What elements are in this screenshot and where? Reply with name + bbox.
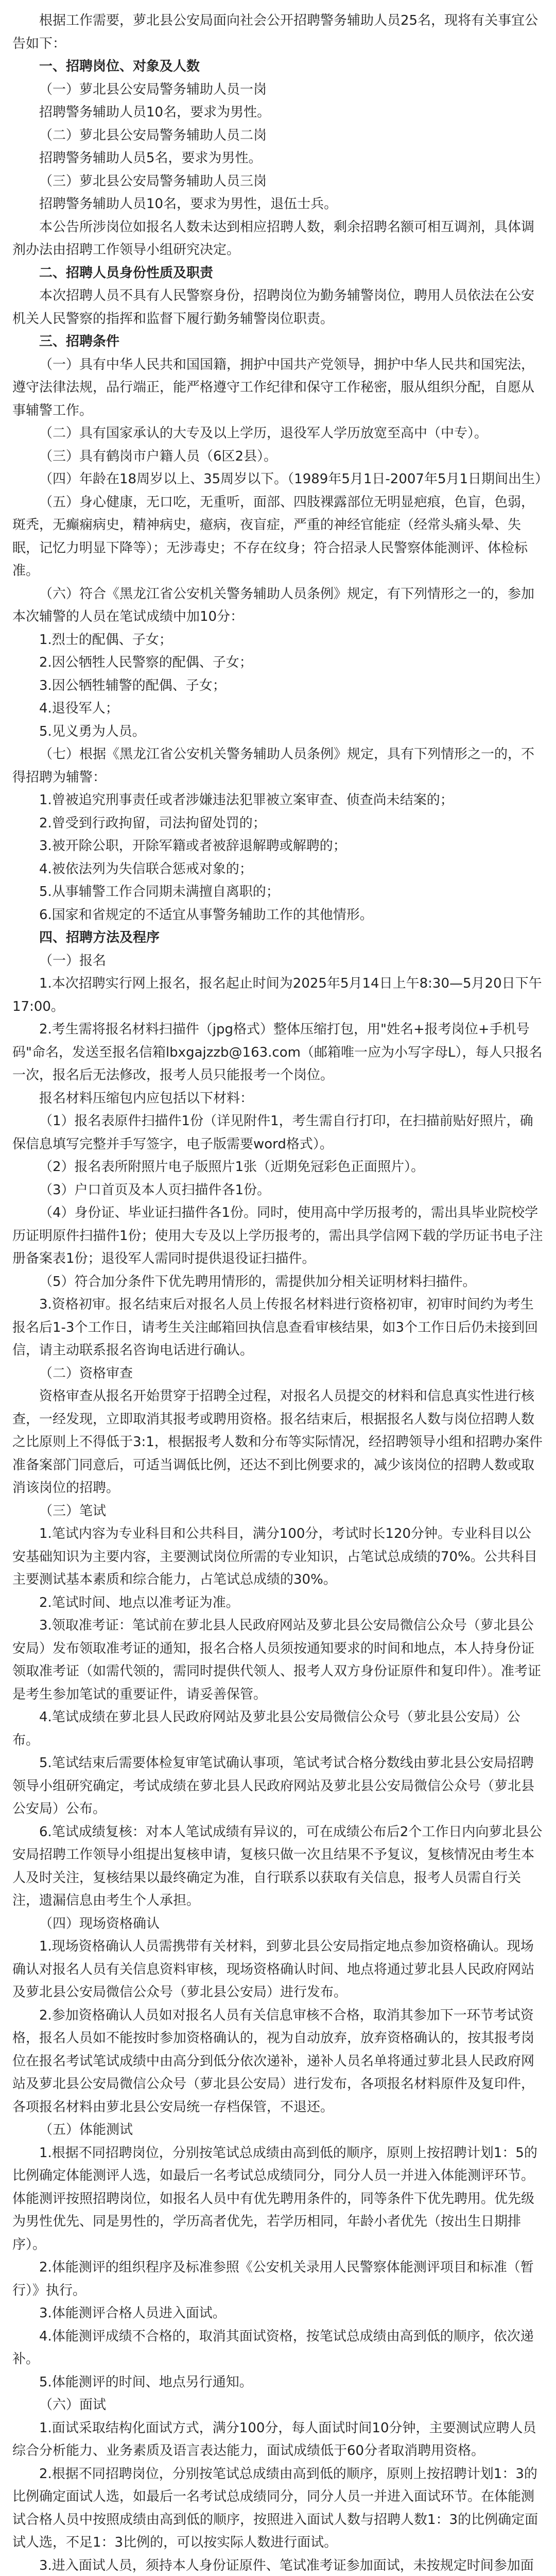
paragraph: 3.体能测评合格人员进入面试。 [39, 2306, 226, 2321]
paragraph: （七）根据《黑龙江省公安机关警务辅助人员条例》规定，具有下列情形之一的，不得招聘为辅警： [12, 747, 535, 785]
paragraph: 3.被开除公职，开除军籍或者被辞退解聘或解聘的； [39, 838, 346, 854]
paragraph: 2.笔试时间、地点以准考证为准。 [39, 1595, 239, 1611]
paragraph: 4.被依法列为失信联合惩戒对象的； [39, 861, 253, 877]
paragraph: 招聘警务辅助人员10名，要求为男性，退伍士兵。 [39, 196, 338, 212]
section-heading: 四、招聘方法及程序 [39, 930, 160, 945]
paragraph: 3.因公牺牲辅警的配偶、子女； [39, 677, 226, 693]
paragraph: 5.见义勇为人员。 [39, 723, 146, 739]
paragraph: 3.资格初审。报名结束后对报名人员上传报名材料进行资格初审，初审时间约为考生报名后1-3个工作日，请考生关注邮箱回执信息查看审核结果，如3个工作日后仍未接到回信，请主动联系报名咨询电话进行确认。 [12, 1297, 538, 1358]
paragraph: 招聘警务辅助人员5名，要求为男性。 [39, 150, 262, 166]
paragraph: （三）笔试 [39, 1503, 107, 1519]
paragraph: 2.根据不同招聘岗位，分别按笔试总成绩由高到低的顺序，原则上按招聘计划1：3的比例确定面试人选，如最后一名考试总成绩同分，同分人员一并进入面试环节。在体能测试合格人员中按照成绩由高到低的顺序，按照进入面试人数与招聘人数1：3的比例确定面试人选，不足1：3比例的，可以按实际人数进行面试。 [12, 2466, 538, 2550]
paragraph: 3.进入面试人员，须持本人身份证原件、笔试准考证参加面试，未按规定时间参加面 [39, 2557, 534, 2573]
paragraph: （二）资格审查 [39, 1365, 133, 1381]
paragraph: 2.参加资格确认人员如对报名人员有关信息审核不合格，取消其参加下一环节考试资格，报名人员如不能按时参加资格确认的，视为自动放弃，放弃资格确认的，按其报考岗位在报名考试笔试成绩中由高分到低分依次递补，递补人员名单将通过萝北县人民政府网站及萝北县公安局微信公众号（萝北县公安局）进行发布，各项报名材料原件及复印件，各项报名材料由萝北县公安局统一存档保管，不退还。 [12, 2007, 535, 2115]
paragraph: （六）面试 [39, 2397, 107, 2413]
paragraph: （2）报名表所附照片电子版照片1张（近期免冠彩色正面照片）。 [39, 1159, 425, 1175]
paragraph: 4.退役军人； [39, 701, 119, 716]
paragraph: 6.国家和省规定的不适宜从事警务辅助工作的其他情形。 [39, 907, 373, 923]
paragraph: 2.体能测评的组织程序及标准参照《公安机关录用人民警察体能测评项目和标准（暂行）》执行。 [12, 2260, 534, 2298]
paragraph: 1.现场资格确认人员需携带有关材料，到萝北县公安局指定地点参加资格确认。现场确认对报名人员有关信息资料审核，现场资格确认时间、地点将通过萝北县人民政府网站及萝北县公安局微信公众号（萝北县公安局）进行发布。 [12, 1939, 535, 2000]
paragraph: 4.体能测评成绩不合格的，取消其面试资格，按笔试总成绩由高到低的顺序，依次递补。 [12, 2328, 534, 2367]
paragraph: 5.从事辅警工作合同期未满擅自离职的； [39, 884, 280, 900]
paragraph: （四）现场资格确认 [39, 1916, 160, 1931]
paragraph: （五）体能测试 [39, 2122, 133, 2138]
section-heading: 三、招聘条件 [39, 334, 120, 349]
paragraph: （4）身份证、毕业证扫描件各1份。同时，使用高中学历报考的，需出具毕业院校学历证明原件扫描件1份；使用大专及以上学历报考的，需出具学信网下载的学历证书电子注册备案表1份；退役军人需同时提供退役证扫描件。 [12, 1205, 543, 1266]
paragraph: 2.曾受到行政拘留，司法拘留处罚的； [39, 815, 266, 831]
paragraph: （一）具有中华人民共和国国籍，拥护中国共产党领导，拥护中华人民共和国宪法，遵守法律法规，品行端正，能严格遵守工作纪律和保守工作秘密，服从组织分配，自愿从事辅警工作。 [12, 357, 535, 418]
paragraph: （四）年龄在18周岁以上、35周岁以下。（1989年5月1日-2007年5月1日期间出生） [39, 471, 549, 487]
paragraph: 4.笔试成绩在萝北县人民政府网站及萝北县公安局微信公众号（萝北县公安局）公布。 [12, 1709, 520, 1748]
section-heading: 一、招聘岗位、对象及人数 [39, 59, 200, 74]
paragraph: 报名材料压缩包内应包括以下材料： [39, 1090, 254, 1106]
paragraph: 招聘警务辅助人员10名，要求为男性。 [39, 105, 271, 120]
announcement-body [12, 9, 549, 2576]
paragraph: 6.笔试成绩复核：对本人笔试成绩有异议的，可在成绩公布后2个工作日内向萝北县公安局招聘工作领导小组提出复核申请，复核只做一次且结果不予复议，复核情况由考生本人及时关注，复核结果以最终确定为准，自行联系以获取有关信息，报考人员需自行关注，遗漏信息由考生个人承担。 [12, 1824, 543, 1908]
paragraph: （三）具有鹤岗市户籍人员（6区2县）。 [39, 448, 277, 464]
paragraph: 1.笔试内容为专业科目和公共科目，满分100分，考试时长120分钟。专业科目以公安基础知识为主要内容，主要测试岗位所需的专业知识，占笔试总成绩的70%。公共科目主要测试基本素质和综合能力，占笔试总成绩的30%。 [12, 1526, 537, 1587]
paragraph: （一）萝北县公安局警务辅助人员一岗 [39, 81, 267, 97]
section-heading: 二、招聘人员身份性质及职责 [39, 265, 214, 281]
paragraph: 1.根据不同招聘岗位，分别按笔试总成绩由高到低的顺序，原则上按招聘计划1：5的比例确定体能测评人选，如最后一名考试总成绩同分，同分人员一并进入体能测评环节。体能测评按照招聘岗位，如报名人员中有优先聘用条件的，同等条件下优先聘用。优先级为男性优先、同是男性的，学历高者优先，若学历相同，年龄小者优先（按出生日期排序）。 [12, 2145, 537, 2252]
paragraph: （一）报名 [39, 953, 107, 969]
paragraph: 1.面试采取结构化面试方式，满分100分，每人面试时间10分钟，主要测试应聘人员综合分析能力、业务素质及语言表达能力，面试成绩低于60分者取消聘用资格。 [12, 2420, 536, 2459]
paragraph: 本公告所涉岗位如报名人数未达到相应招聘人数，剩余招聘名额可相互调剂，具体调剂办法由招聘工作领导小组研究决定。 [12, 219, 535, 258]
paragraph: （1）报名表原件扫描件1份（详见附件1，考生需自行打印，在扫描前贴好照片，确保信息填写完整并手写签字，电子版需要word格式）。 [12, 1113, 533, 1152]
paragraph: （五）身心健康，无口吃，无重听，面部、四肢裸露部位无明显疤痕，色盲，色弱，斑秃，无癫痫病史，精神病史，癔病，夜盲症，严重的神经官能症（经常头痛头晕、失眠，记忆力明显下降等）；无涉毒史；不存在纹身；符合招录人民警察体能测评、体检标准。 [12, 494, 535, 579]
paragraph: （三）萝北县公安局警务辅助人员三岗 [39, 173, 267, 189]
paragraph: 1.本次招聘实行网上报名，报名起止时间为2025年5月14日上午8:30—5月20日下午17:00。 [12, 976, 542, 1014]
paragraph: 3.领取准考证：笔试前在萝北县人民政府网站及萝北县公安局微信公众号（萝北县公安局）发布领取准考证的通知，报名合格人员须按通知要求的时间和地点，本人持身份证领取准考证（如需代领的，需同时提供代领人、报考人双方身份证原件和复印件）。准考证是考生参加笔试的重要证件，请妥善保管。 [12, 1618, 542, 1702]
paragraph: 根据工作需要，萝北县公安局面向社会公开招聘警务辅助人员25名，现将有关事宜公告如下： [12, 13, 538, 52]
paragraph: （3）户口首页及本人页扫描件各1份。 [39, 1182, 271, 1198]
paragraph: （二）具有国家承认的大专及以上学历，退役军人学历放宽至高中（中专）。 [39, 426, 488, 441]
paragraph: 资格审查从报名开始贯穿于招聘全过程，对报名人员提交的材料和信息真实性进行核查，一经发现，立即取消其报考或聘用资格。报名结束后，根据报名人数与岗位招聘人数之比原则上不得低于3:1，根据报考人数和分布等实际情况，经招聘领导小组和招聘办案件准备案部门同意后，可适当调低比例，还达不到比例要求的，减少该岗位的招聘人数或取消该岗位的招聘。 [12, 1388, 543, 1496]
paragraph: 2.考生需将报名材料扫描件（jpg格式）整体压缩打包，用"姓名+报考岗位+手机号码"命名，发送至报名信箱lbxgajzzb@163.com（邮箱唯一应为小写字母L），每人只报名一次，报名后无法修改，报考人员只能报考一个岗位。 [12, 1022, 543, 1083]
paragraph: 本次招聘人员不具有人民警察身份，招聘岗位为勤务辅警岗位，聘用人员依法在公安机关人民警察的指挥和监督下履行勤务辅警岗位职责。 [12, 288, 535, 327]
paragraph: （5）符合加分条件下优先聘用情形的，需提供加分相关证明材料扫描件。 [39, 1274, 476, 1290]
paragraph: 2.因公牺牲人民警察的配偶、子女； [39, 655, 253, 670]
paragraph: 5.笔试结束后需要体检复审笔试确认事项，笔试考试合格分数线由萝北县公安局招聘领导小组研究确定，考试成绩在萝北县人民政府网站及萝北县公安局微信公众号（萝北县公安局）公布。 [12, 1755, 535, 1817]
paragraph: 1.曾被追究刑事责任或者涉嫌违法犯罪被立案审查、侦查尚未结案的； [39, 792, 454, 808]
paragraph: （六）符合《黑龙江省公安机关警务辅助人员条例》规定，有下列情形之一的，参加本次辅警的人员在笔试成绩中加10分： [12, 586, 535, 624]
paragraph: （二）萝北县公安局警务辅助人员二岗 [39, 127, 267, 143]
paragraph: 1.烈士的配偶、子女； [39, 632, 172, 648]
paragraph: 5.体能测评的时间、地点另行通知。 [39, 2374, 253, 2390]
